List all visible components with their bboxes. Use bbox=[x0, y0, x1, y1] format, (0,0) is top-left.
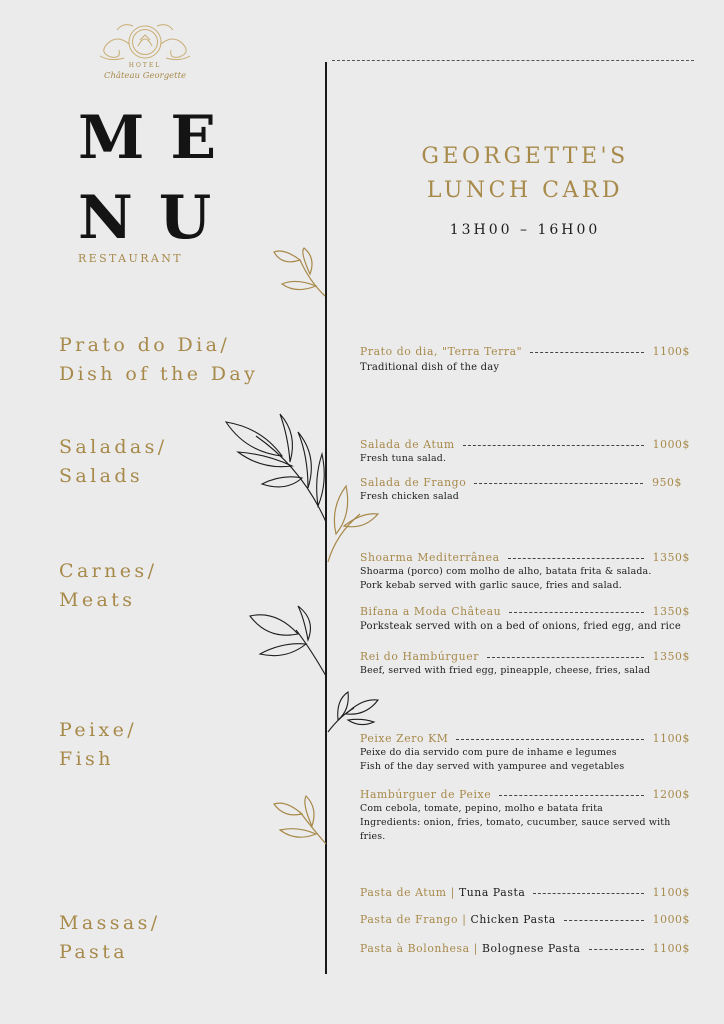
section-meats bbox=[59, 557, 157, 615]
item-name: Shoarma Mediterrânea bbox=[360, 550, 500, 564]
black-leaf-sprig-icon bbox=[246, 604, 330, 680]
item-price: 1100$ bbox=[652, 344, 690, 358]
item-description: Shoarma (porco) com molho de alho, batata frita & salada. bbox=[360, 566, 652, 577]
menu-item bbox=[360, 648, 690, 678]
logo-name-text: Château Georgette bbox=[103, 71, 187, 81]
item-description: Traditional dish of the day bbox=[360, 362, 500, 373]
item-name: Pasta de Atum bbox=[360, 885, 447, 899]
menu-item bbox=[360, 474, 690, 504]
item-price: 1200$ bbox=[652, 787, 690, 801]
section-title-en: Fish bbox=[59, 748, 114, 770]
menu-title-line2: NU bbox=[78, 183, 238, 253]
menu-item bbox=[360, 343, 690, 375]
menu-item bbox=[360, 549, 690, 593]
item-description: Pork kebab served with garlic sauce, fries and salad. bbox=[360, 580, 622, 591]
section-title-pt: Carnes/ bbox=[59, 560, 158, 582]
menu-item: Pasta de Atum | Tuna Pasta 1100$ bbox=[360, 885, 690, 899]
menu-title-line1: ME bbox=[78, 103, 243, 173]
item-description: Fresh chicken salad bbox=[360, 491, 459, 502]
menu-item bbox=[360, 436, 690, 466]
black-leaf-branch-icon bbox=[222, 408, 332, 528]
logo-hotel-text: HOTEL bbox=[128, 62, 162, 69]
section-salads bbox=[59, 433, 168, 491]
section-fish bbox=[59, 716, 137, 774]
menu-item: Pasta à Bolonhesa | Bolognese Pasta 1100$ bbox=[360, 941, 690, 955]
item-price: 1350$ bbox=[652, 649, 690, 663]
item-name: Hambúrguer de Peixe bbox=[360, 787, 492, 801]
item-description: Fresh tuna salad. bbox=[360, 453, 447, 464]
menu-item bbox=[360, 730, 690, 774]
section-title-en: Salads bbox=[59, 465, 144, 487]
menu-item bbox=[360, 786, 690, 844]
item-price: 950$ bbox=[652, 475, 682, 489]
item-name: Prato do dia, "Terra Terra" bbox=[360, 344, 523, 358]
section-title-en: Dish of the Day bbox=[59, 363, 259, 385]
section-pasta bbox=[59, 909, 161, 967]
section-dish-of-the-day bbox=[59, 331, 258, 389]
item-name: Bifana a Moda Château bbox=[360, 604, 502, 618]
item-description: Porksteak served with on a bed of onions, fried egg, and rice bbox=[360, 621, 681, 632]
item-price: 1350$ bbox=[652, 550, 690, 564]
item-description: Beef, served with fried egg, pineapple, cheese, fries, salad bbox=[360, 665, 651, 676]
item-description: Com cebola, tomate, pepino, molho e batata frita bbox=[360, 803, 603, 814]
item-name: Pasta de Frango bbox=[360, 912, 459, 926]
item-price: 1350$ bbox=[652, 604, 690, 618]
gold-leaf-sprig-icon bbox=[270, 244, 330, 300]
menu-item bbox=[360, 603, 690, 634]
opening-hours: 13H00 – 16H00 bbox=[449, 222, 601, 238]
item-price: 1000$ bbox=[652, 912, 690, 926]
item-price: 1100$ bbox=[652, 941, 690, 955]
item-name-en: Bolognese Pasta bbox=[482, 941, 581, 955]
item-name: Salada de Atum bbox=[360, 437, 455, 451]
section-title-en: Pasta bbox=[59, 941, 128, 963]
card-title-line1: GEORGETTE'S bbox=[421, 144, 629, 169]
item-name: Pasta à Bolonhesa bbox=[360, 941, 470, 955]
section-title-en: Meats bbox=[59, 589, 136, 611]
menu-item: Pasta de Frango | Chicken Pasta 1000$ bbox=[360, 912, 690, 926]
item-name: Peixe Zero KM bbox=[360, 731, 449, 745]
section-title-pt: Prato do Dia/ bbox=[59, 334, 231, 356]
item-price: 1100$ bbox=[652, 731, 690, 745]
item-name: Salada de Frango bbox=[360, 475, 467, 489]
section-title-pt: Peixe/ bbox=[59, 719, 138, 741]
restaurant-subtitle: RESTAURANT bbox=[78, 252, 183, 265]
item-name-en: Chicken Pasta bbox=[470, 912, 556, 926]
item-description: Ingredients: onion, fries, tomato, cucumber, sauce served with fries. bbox=[360, 817, 671, 842]
item-description: Peixe do dia servido com pure de inhame e legumes bbox=[360, 747, 617, 758]
item-description: Fish of the day served with yampuree and vegetables bbox=[360, 761, 625, 772]
item-price: 1000$ bbox=[652, 437, 690, 451]
section-title-pt: Massas/ bbox=[59, 912, 161, 934]
item-price: 1100$ bbox=[652, 885, 690, 899]
black-leaf-small-icon bbox=[326, 690, 382, 734]
section-title-pt: Saladas/ bbox=[59, 436, 168, 458]
hotel-logo bbox=[88, 16, 202, 88]
card-title-line2: LUNCH CARD bbox=[426, 178, 624, 203]
item-name-en: Tuna Pasta bbox=[458, 885, 526, 899]
top-dashed-divider bbox=[332, 60, 694, 61]
gold-leaf-sprig-bottom-icon bbox=[270, 794, 330, 850]
item-name: Rei do Hambúrguer bbox=[360, 649, 479, 663]
